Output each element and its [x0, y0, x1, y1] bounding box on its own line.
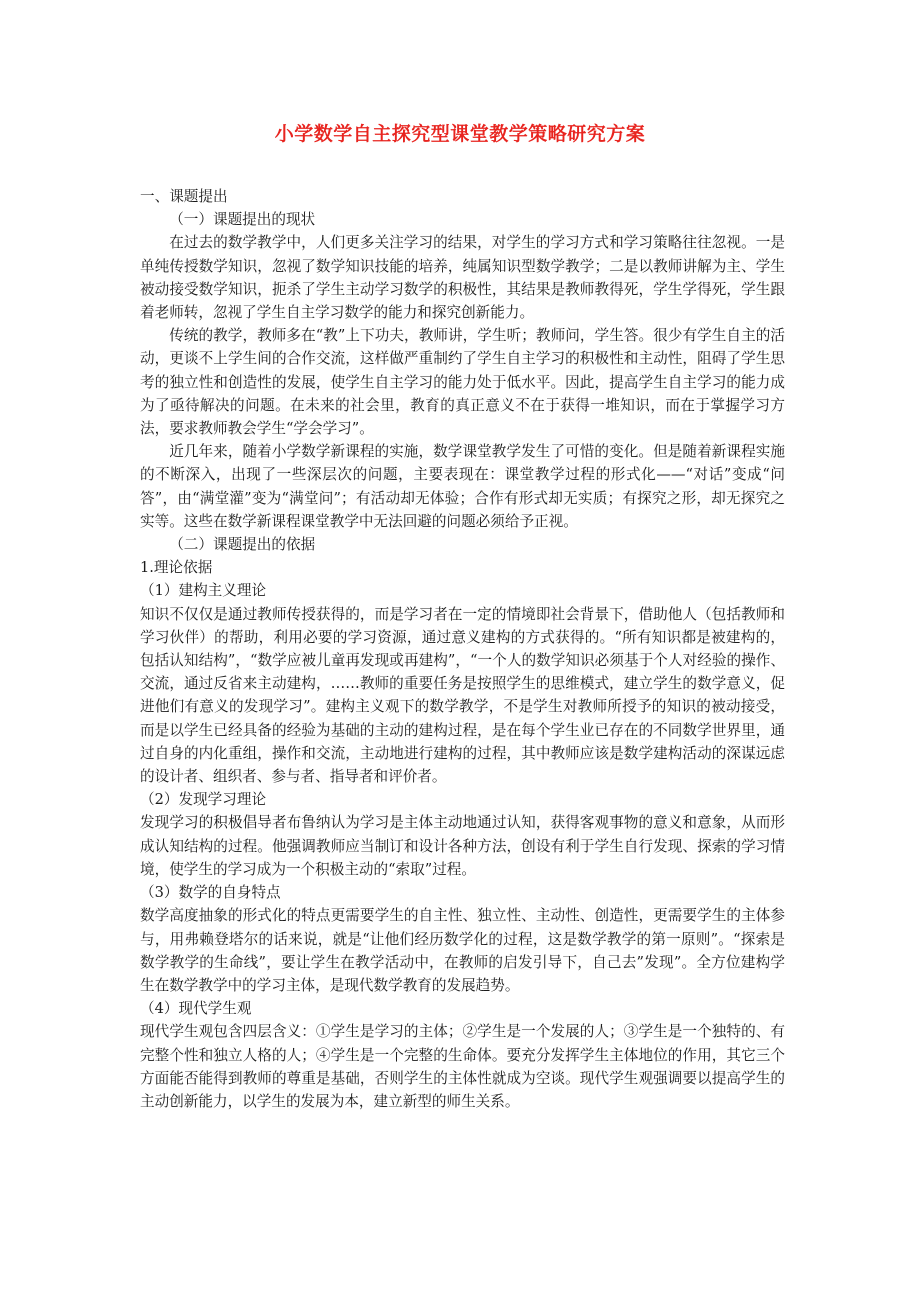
subsection-heading: （二）课题提出的依据	[169, 536, 316, 554]
item-heading: （4）现代学生观	[140, 1000, 252, 1018]
paragraph: 发现学习的积极倡导者布鲁纳认为学习是主体主动地通过认知，获得客观事物的意义和意象，从而形成认知结构的过程。他强调教师应当制订和设计各种方法，创设有利于学生自行发现、探索的学习情境，使学生的学习成为一个积极主动的“索取”过程。	[140, 814, 785, 878]
paragraph: 现代学生观包含四层含义：①学生是学习的主体；②学生是一个发展的人；③学生是一个独特的、有完整个性和独立人格的人；④学生是一个完整的生命体。要充分发挥学生主体地位的作用，其它三个方面能否能得到教师的尊重是基础，否则学生的主体性就成为空谈。现代学生观强调要以提高学生的主动创新能力，以学生的发展为本，建立新型的师生关系。	[140, 1023, 785, 1110]
document-body	[140, 185, 785, 1113]
item-heading: （2）发现学习理论	[140, 791, 267, 809]
item-heading: （1）建构主义理论	[140, 582, 267, 600]
paragraph: 近几年来，随着小学数学新课程的实施，数学课堂教学发生了可惜的变化。但是随着新课程实施的不断深入，出现了一些深层次的问题，主要表现在：课堂教学过程的形式化——“对话”变成“问答”，由“满堂灌”变为“满堂问”；有活动却无体验；合作有形式却无实质；有探究之形，却无探究之实等。这些在数学新课程课堂教学中无法回避的问题必须给予正视。	[140, 443, 785, 530]
subsection-heading: （一）课题提出的现状	[169, 211, 316, 229]
document-title: 小学数学自主探究型课堂教学策略研究方案	[274, 123, 646, 145]
item-heading: 1.理论依据	[140, 559, 213, 577]
paragraph: 在过去的数学教学中，人们更多关注学习的结果，对学生的学习方式和学习策略往往忽视。一是单纯传授数学知识，忽视了数学知识技能的培养，纯属知识型数学教学；二是以教师讲解为主、学生被动接受数学知识，扼杀了学生主动学习数学的积极性，其结果是教师教得死，学生学得死，学生跟着老师转，忽视了学生自主学习数学的能力和探究创新能力。	[140, 234, 785, 322]
item-heading: （3）数学的自身特点	[140, 884, 281, 902]
paragraph: 知识不仅仅是通过教师传授获得的，而是学习者在一定的情境即社会背景下，借助他人（包括教师和学习伙伴）的帮助，利用必要的学习资源，通过意义建构的方式获得的。“所有知识都是被建构的，包括认知结构”，“数学应被儿童再发现或再建构”，“一个人的数学知识必须基于个人对经验的操作、交流，通过反省来主动建构，……教师的重要任务是按照学生的思维模式，建立学生的数学意义，促进他们有意义的发现学习”。建构主义观下的数学教学，不是学生对教师所授予的知识的被动接受，而是以学生已经具备的经验为基础的主动的建构过程，是在每个学生业已存在的不同数学世界里，通过自身的内化重组，操作和交流，主动地进行建构的过程，其中教师应该是数学建构活动的深谋远虑的设计者、组织者、参与者、指导者和评价者。	[140, 605, 785, 786]
paragraph: 数学高度抽象的形式化的特点更需要学生的自主性、独立性、主动性、创造性，更需要学生的主体参与，用弗赖登塔尔的话来说，就是“让他们经历数学化的过程，这是数学教学的第一原则”。“探索是数学教学的生命线”，要让学生在教学活动中，在教师的启发引导下，自己去”发现”。全方位建构学生在数学教学中的学习主体，是现代数学教育的发展趋势。	[140, 907, 785, 994]
section-heading: 一、课题提出	[140, 188, 228, 205]
paragraph: 传统的教学，教师多在“教”上下功夫，教师讲，学生听；教师问，学生答。很少有学生自主的活动，更谈不上学生间的合作交流，这样做严重制约了学生自主学习的积极性和主动性，阻碍了学生思考的独立性和创造性的发展，使学生自主学习的能力处于低水平。因此，提高学生自主学习的能力成为了亟待解决的问题。在未来的社会里，教育的真正意义不在于获得一堆知识，而在于掌握学习方法，要求教师教会学生“学会学习”。	[140, 327, 785, 438]
